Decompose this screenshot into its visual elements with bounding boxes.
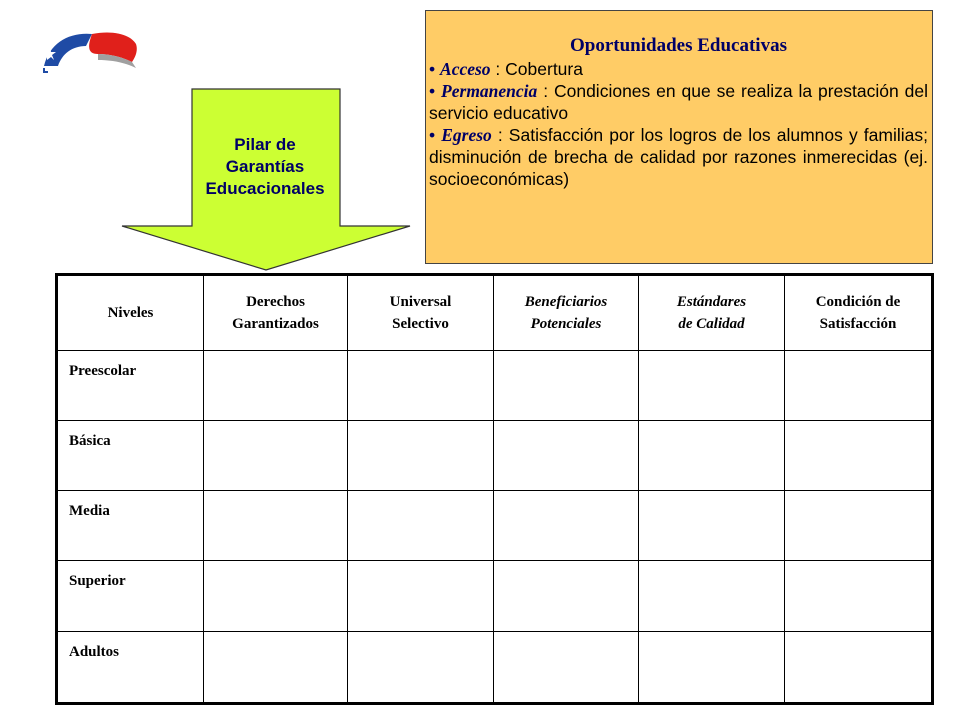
level-cell: Básica — [57, 421, 204, 491]
table-row-media — [57, 491, 933, 561]
arrow-label-line-1: Pilar de — [234, 135, 296, 154]
table-cell — [494, 561, 639, 631]
table-cell — [785, 351, 933, 421]
table-header-row — [57, 275, 933, 351]
table-cell — [785, 631, 933, 704]
item-term: Egreso — [441, 125, 492, 145]
flag-logo-icon — [40, 28, 142, 78]
table-cell — [348, 491, 494, 561]
item-separator: : — [491, 125, 509, 145]
item-description: Cobertura — [505, 59, 583, 79]
arrow-label-line-3: Educacionales — [205, 179, 325, 198]
table-row-preescolar — [57, 351, 933, 421]
header-line: Garantizados — [232, 316, 319, 332]
table-cell — [785, 561, 933, 631]
table-cell — [639, 561, 785, 631]
table-cell — [204, 561, 348, 631]
header-estandares-de-calidad — [639, 275, 785, 351]
table-row-basica — [57, 421, 933, 491]
arrow-label — [190, 134, 340, 200]
header-line: Niveles — [107, 305, 154, 321]
table-cell — [348, 631, 494, 704]
item-egreso — [429, 124, 928, 190]
item-permanencia — [429, 80, 928, 124]
table-row-adultos — [57, 631, 933, 704]
table-cell — [348, 351, 494, 421]
table-cell — [204, 631, 348, 704]
table-cell — [785, 491, 933, 561]
bullet-icon: • — [429, 81, 436, 101]
level-cell: Preescolar — [57, 351, 204, 421]
header-line: Selectivo — [392, 316, 449, 332]
header-derechos-garantizados — [204, 275, 348, 351]
table-cell — [204, 351, 348, 421]
item-term: Acceso — [440, 59, 491, 79]
header-line: Derechos — [246, 294, 305, 310]
table-cell — [494, 421, 639, 491]
table-cell — [348, 561, 494, 631]
item-separator: : — [537, 81, 554, 101]
table-cell — [494, 351, 639, 421]
item-term: Permanencia — [441, 81, 538, 101]
header-line: Beneficiarios — [524, 294, 608, 310]
table-cell — [639, 631, 785, 704]
item-acceso — [429, 58, 928, 80]
item-separator: : — [490, 59, 506, 79]
table-cell — [639, 491, 785, 561]
table-row-superior — [57, 561, 933, 631]
header-line: Satisfacción — [819, 316, 897, 332]
table-cell — [204, 491, 348, 561]
item-description: Condiciones en que se realiza la prestación del servicio educativo — [429, 81, 928, 123]
header-universal-selectivo — [348, 275, 494, 351]
table-cell — [785, 421, 933, 491]
header-line: Universal — [389, 294, 452, 310]
item-description: Satisfacción por los logros de los alumnos y familias; disminución de brecha de calidad por razones inmerecidas (ej. socioeconómicas) — [429, 125, 928, 189]
header-line: de Calidad — [678, 316, 745, 332]
opportunities-title: Oportunidades Educativas — [570, 35, 787, 56]
level-cell: Adultos — [57, 631, 204, 704]
table-cell — [348, 421, 494, 491]
table-cell — [639, 351, 785, 421]
arrow-label-line-2: Garantías — [225, 157, 305, 176]
header-beneficiarios-potenciales — [494, 275, 639, 351]
bullet-icon: • — [429, 125, 436, 145]
level-cell: Superior — [57, 561, 204, 631]
level-cell: Media — [57, 491, 204, 561]
header-line: Potenciales — [530, 316, 602, 332]
table-cell — [494, 631, 639, 704]
table-cell — [494, 491, 639, 561]
table-cell — [639, 421, 785, 491]
table-cell — [204, 421, 348, 491]
opportunities-box — [425, 10, 933, 264]
levels-table — [55, 273, 934, 705]
header-line: Condición de — [815, 294, 901, 310]
header-line: Estándares — [676, 294, 747, 310]
bullet-icon: • — [429, 59, 436, 79]
header-condicion-de-satisfaccion — [785, 275, 933, 351]
header-niveles — [57, 275, 204, 351]
